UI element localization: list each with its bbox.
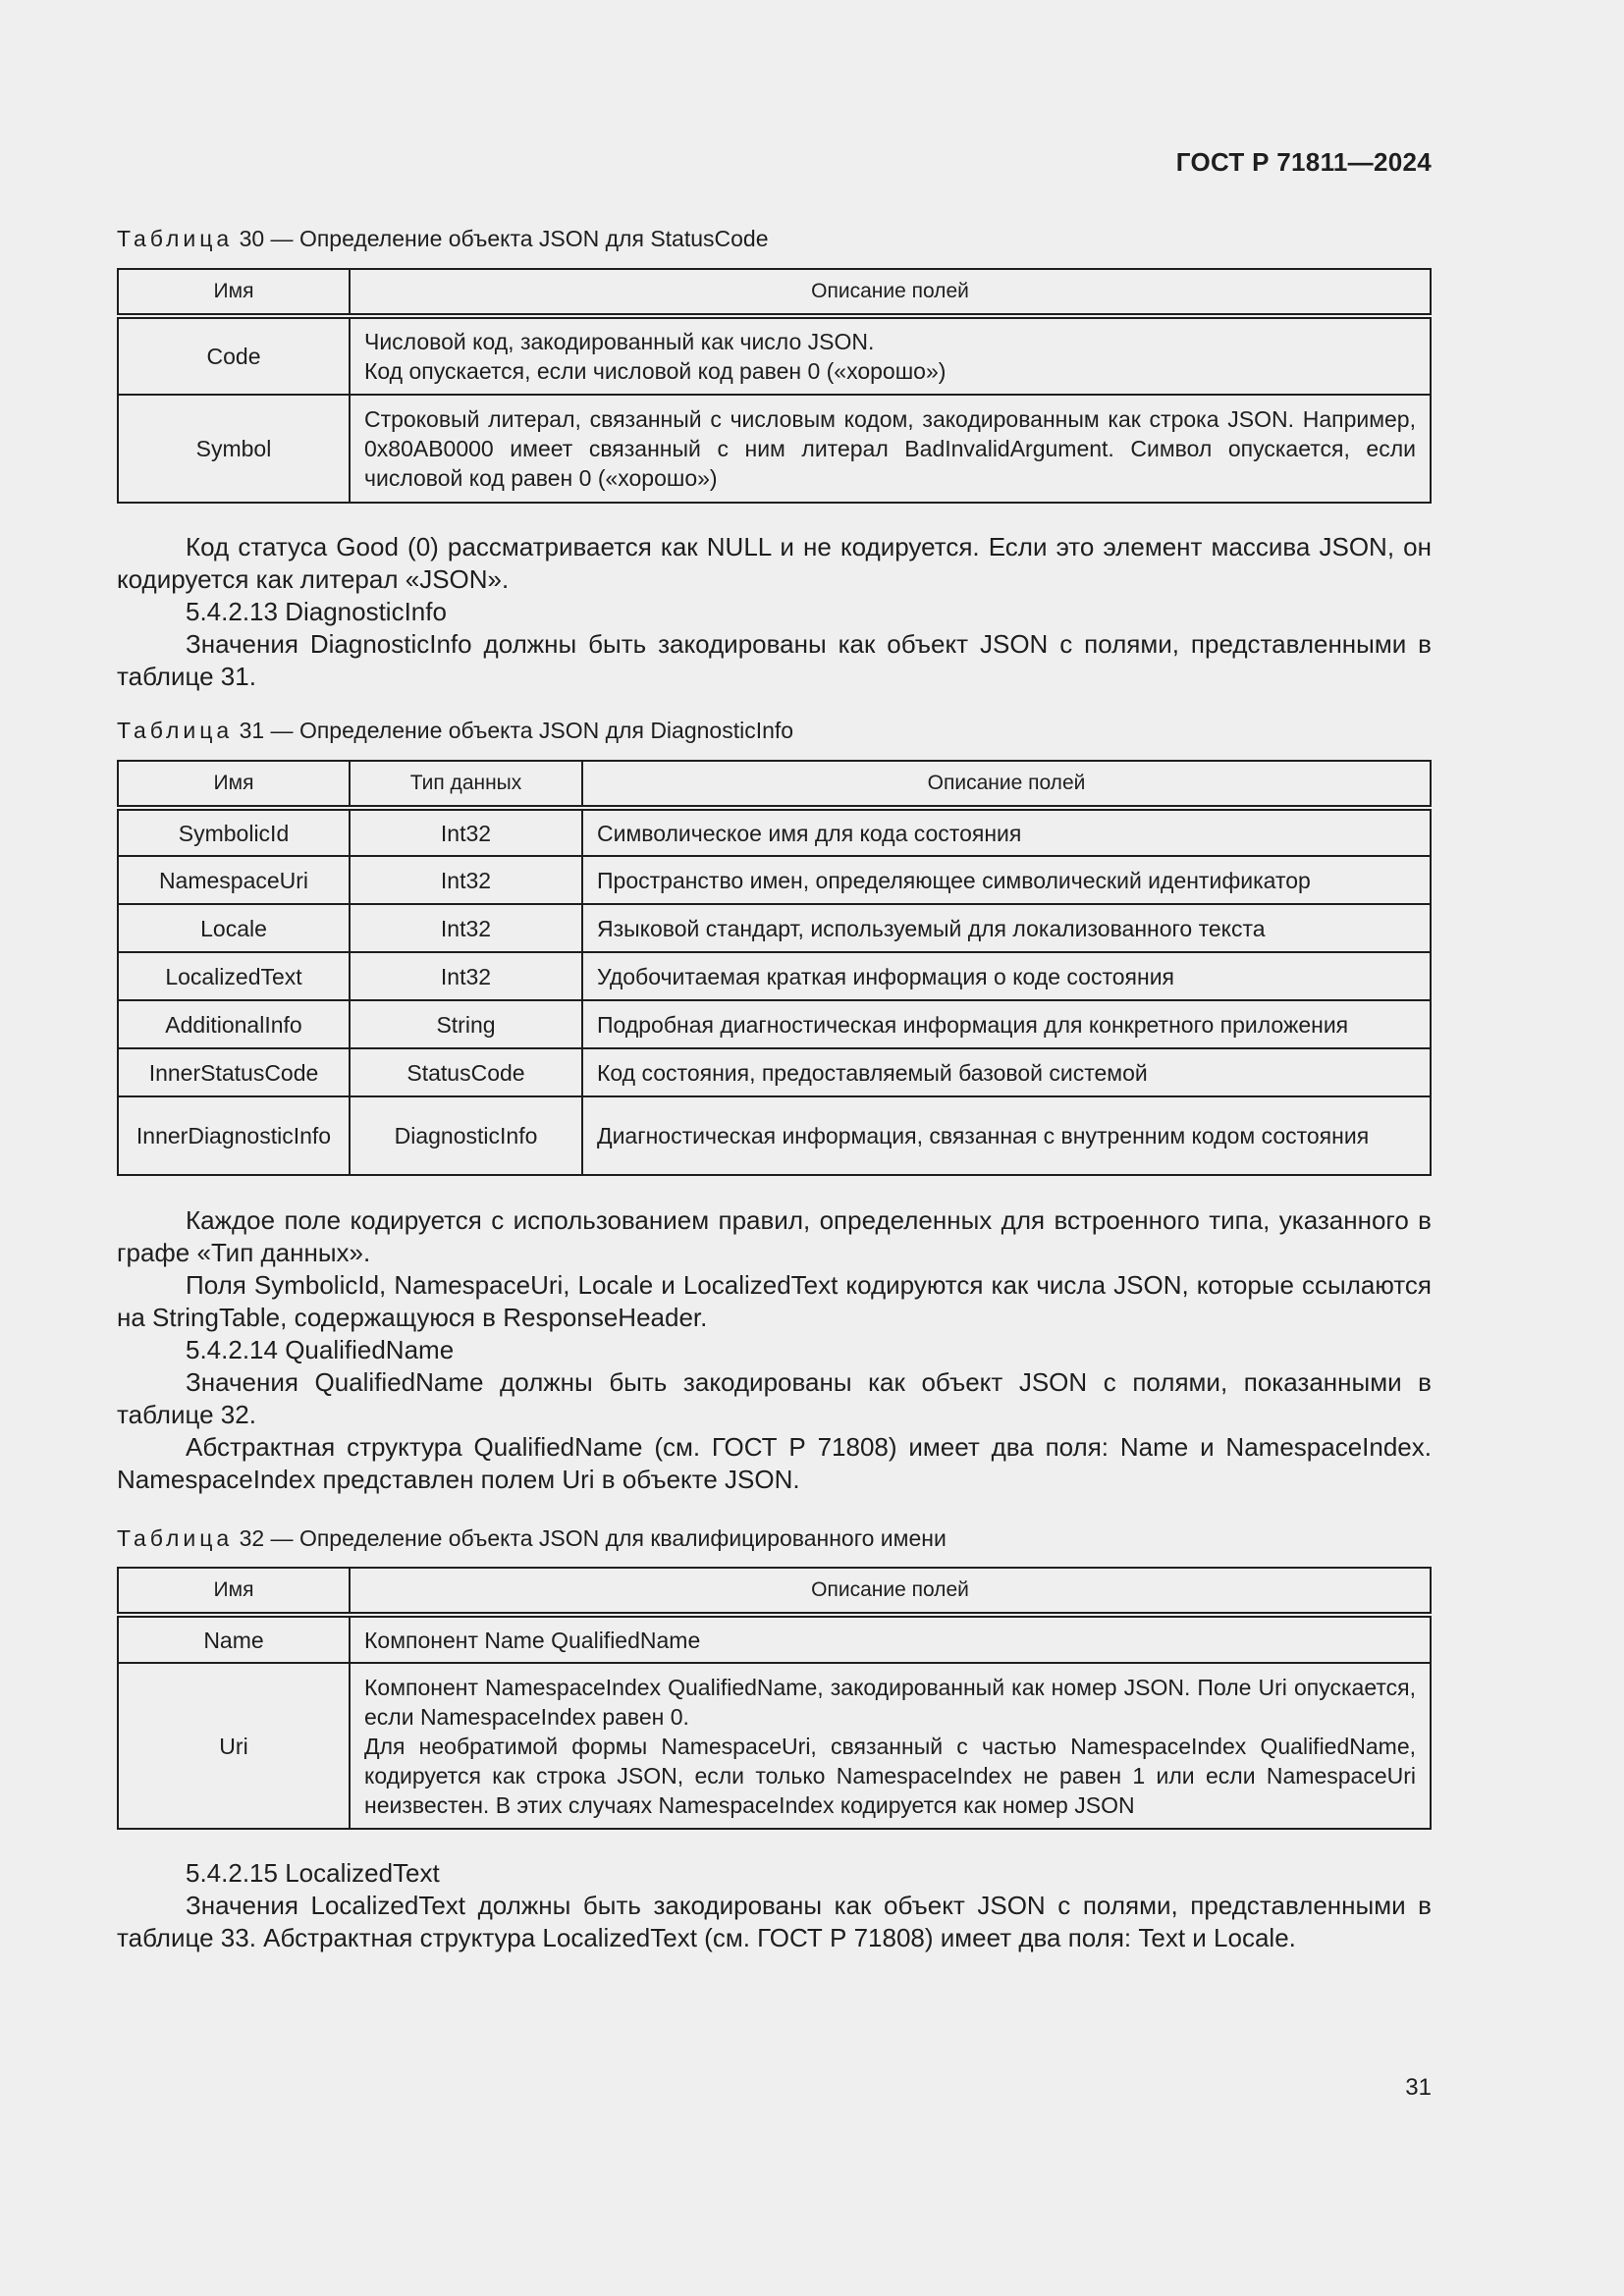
- table31-cell-name: InnerStatusCode: [118, 1048, 350, 1096]
- table31-header-name: Имя: [118, 761, 350, 808]
- document-header: ГОСТ Р 71811—2024: [1175, 147, 1432, 177]
- table31-cell-name: NamespaceUri: [118, 856, 350, 904]
- table-row: [118, 952, 1431, 1000]
- table32-cell-name: Uri: [118, 1663, 350, 1829]
- table30-caption: [117, 226, 769, 252]
- section-heading: 5.4.2.13 DiagnosticInfo: [186, 597, 447, 626]
- table32-cell-desc: Компонент Name QualifiedName: [350, 1615, 1431, 1663]
- table31-cell-type: Int32: [350, 952, 582, 1000]
- table30-caption-word: Таблица: [117, 226, 234, 251]
- table31-cell-desc: Языковой стандарт, используемый для локализованного текста: [582, 904, 1431, 952]
- table31-cell-desc: Подробная диагностическая информация для конкретного приложения: [582, 1000, 1431, 1048]
- table-row: [118, 316, 1431, 395]
- table31-cell-type: DiagnosticInfo: [350, 1096, 582, 1175]
- paragraph: Значения QualifiedName должны быть закодированы как объект JSON с полями, показанными в таблице 32.: [117, 1367, 1432, 1429]
- table31-cell-name: AdditionalInfo: [118, 1000, 350, 1048]
- table30-desc-line: Числовой код, закодированный как число JSON.: [364, 329, 875, 354]
- page-number: 31: [1405, 2074, 1432, 2101]
- table31-cell-desc: Диагностическая информация, связанная с внутренним кодом состояния: [582, 1096, 1431, 1175]
- table32-header-desc: Описание полей: [350, 1568, 1431, 1615]
- table31-cell-name: LocalizedText: [118, 952, 350, 1000]
- table32-caption: [117, 1525, 947, 1552]
- table32-cell-desc: [350, 1663, 1431, 1829]
- table-row: [118, 1048, 1431, 1096]
- table31-caption: [117, 718, 793, 744]
- table31-cell-type: StatusCode: [350, 1048, 582, 1096]
- table31-caption-word: Таблица: [117, 718, 234, 743]
- table-row: [118, 1096, 1431, 1175]
- table32-cell-name: Name: [118, 1615, 350, 1663]
- section-heading: 5.4.2.14 QualifiedName: [186, 1335, 455, 1364]
- paragraph: Абстрактная структура QualifiedName (см. ГОСТ Р 71808) имеет два поля: Name и NamespaceIndex. NamespaceIndex представлен полем Uri в объекте JSON.: [117, 1432, 1432, 1494]
- table-row: [118, 1615, 1431, 1663]
- table32-caption-word: Таблица: [117, 1525, 234, 1551]
- table30-cell-name: Code: [118, 316, 350, 395]
- table31-cell-name: SymbolicId: [118, 808, 350, 856]
- table30-caption-text: 30 — Определение объекта JSON для StatusCode: [239, 226, 769, 251]
- table31-header-desc: Описание полей: [582, 761, 1431, 808]
- table31-caption-text: 31 — Определение объекта JSON для DiagnosticInfo: [239, 718, 794, 743]
- table-row: [118, 904, 1431, 952]
- paragraph: Значения DiagnosticInfo должны быть закодированы как объект JSON с полями, представленными в таблице 31.: [117, 629, 1432, 691]
- paragraph: Каждое поле кодируется с использованием правил, определенных для встроенного типа, указанного в графе «Тип данных».: [117, 1205, 1432, 1267]
- table31-cell-type: Int32: [350, 856, 582, 904]
- table31-cell-name: InnerDiagnosticInfo: [118, 1096, 350, 1175]
- text-block-3: [117, 1857, 1432, 1954]
- text-block-2: [117, 1204, 1432, 1496]
- table32-desc-line: Компонент NamespaceIndex QualifiedName, закодированный как номер JSON. Поле Uri опускается, если NamespaceIndex равен 0.: [364, 1674, 1416, 1730]
- table32-desc-line: Для необратимой формы NamespaceUri, связанный с частью NamespaceIndex QualifiedName, кодируется как строка JSON, если только NamespaceIndex не равен 1 или если NamespaceUri неизвестен. В этих случаях NamespaceIndex кодируется как номер JSON: [364, 1733, 1416, 1818]
- table-31: [117, 760, 1432, 1176]
- table30-cell-name: Symbol: [118, 395, 350, 503]
- table-row: [118, 856, 1431, 904]
- paragraph: Код статуса Good (0) рассматривается как NULL и не кодируется. Если это элемент массива JSON, он кодируется как литерал «JSON».: [117, 532, 1432, 594]
- table31-cell-desc: Символическое имя для кода состояния: [582, 808, 1431, 856]
- table-row: [118, 808, 1431, 856]
- table31-cell-desc: Код состояния, предоставляемый базовой системой: [582, 1048, 1431, 1096]
- table31-cell-name: Locale: [118, 904, 350, 952]
- text-block-1: [117, 531, 1432, 693]
- paragraph: Поля SymbolicId, NamespaceUri, Locale и LocalizedText кодируются как числа JSON, которые ссылаются на StringTable, содержащуюся в ResponseHeader.: [117, 1270, 1432, 1332]
- table32-header-name: Имя: [118, 1568, 350, 1615]
- table31-cell-desc: Удобочитаемая краткая информация о коде состояния: [582, 952, 1431, 1000]
- table-30: [117, 268, 1432, 504]
- table32-caption-text: 32 — Определение объекта JSON для квалифицированного имени: [239, 1525, 947, 1551]
- table31-cell-desc: Пространство имен, определяющее символический идентификатор: [582, 856, 1431, 904]
- table30-header-desc: Описание полей: [350, 269, 1431, 316]
- table31-cell-type: Int32: [350, 808, 582, 856]
- table-32: [117, 1567, 1432, 1830]
- table-row: [118, 1663, 1431, 1829]
- table30-header-name: Имя: [118, 269, 350, 316]
- section-heading: 5.4.2.15 LocalizedText: [186, 1858, 440, 1888]
- table30-desc-line: Код опускается, если числовой код равен 0 («хорошо»): [364, 358, 947, 384]
- table30-cell-desc: Строковый литерал, связанный с числовым кодом, закодированным как строка JSON. Например, 0x80AB0000 имеет связанный с ним литерал BadInvalidArgument. Символ опускается, если числовой код равен 0 («хорошо»): [350, 395, 1431, 503]
- table31-cell-type: Int32: [350, 904, 582, 952]
- table30-cell-desc: [350, 316, 1431, 395]
- table31-cell-type: String: [350, 1000, 582, 1048]
- paragraph: Значения LocalizedText должны быть закодированы как объект JSON с полями, представленными в таблице 33. Абстрактная структура LocalizedText (см. ГОСТ Р 71808) имеет два поля: Text и Locale.: [117, 1891, 1432, 1952]
- table31-header-type: Тип данных: [350, 761, 582, 808]
- table-row: [118, 395, 1431, 503]
- table-row: [118, 1000, 1431, 1048]
